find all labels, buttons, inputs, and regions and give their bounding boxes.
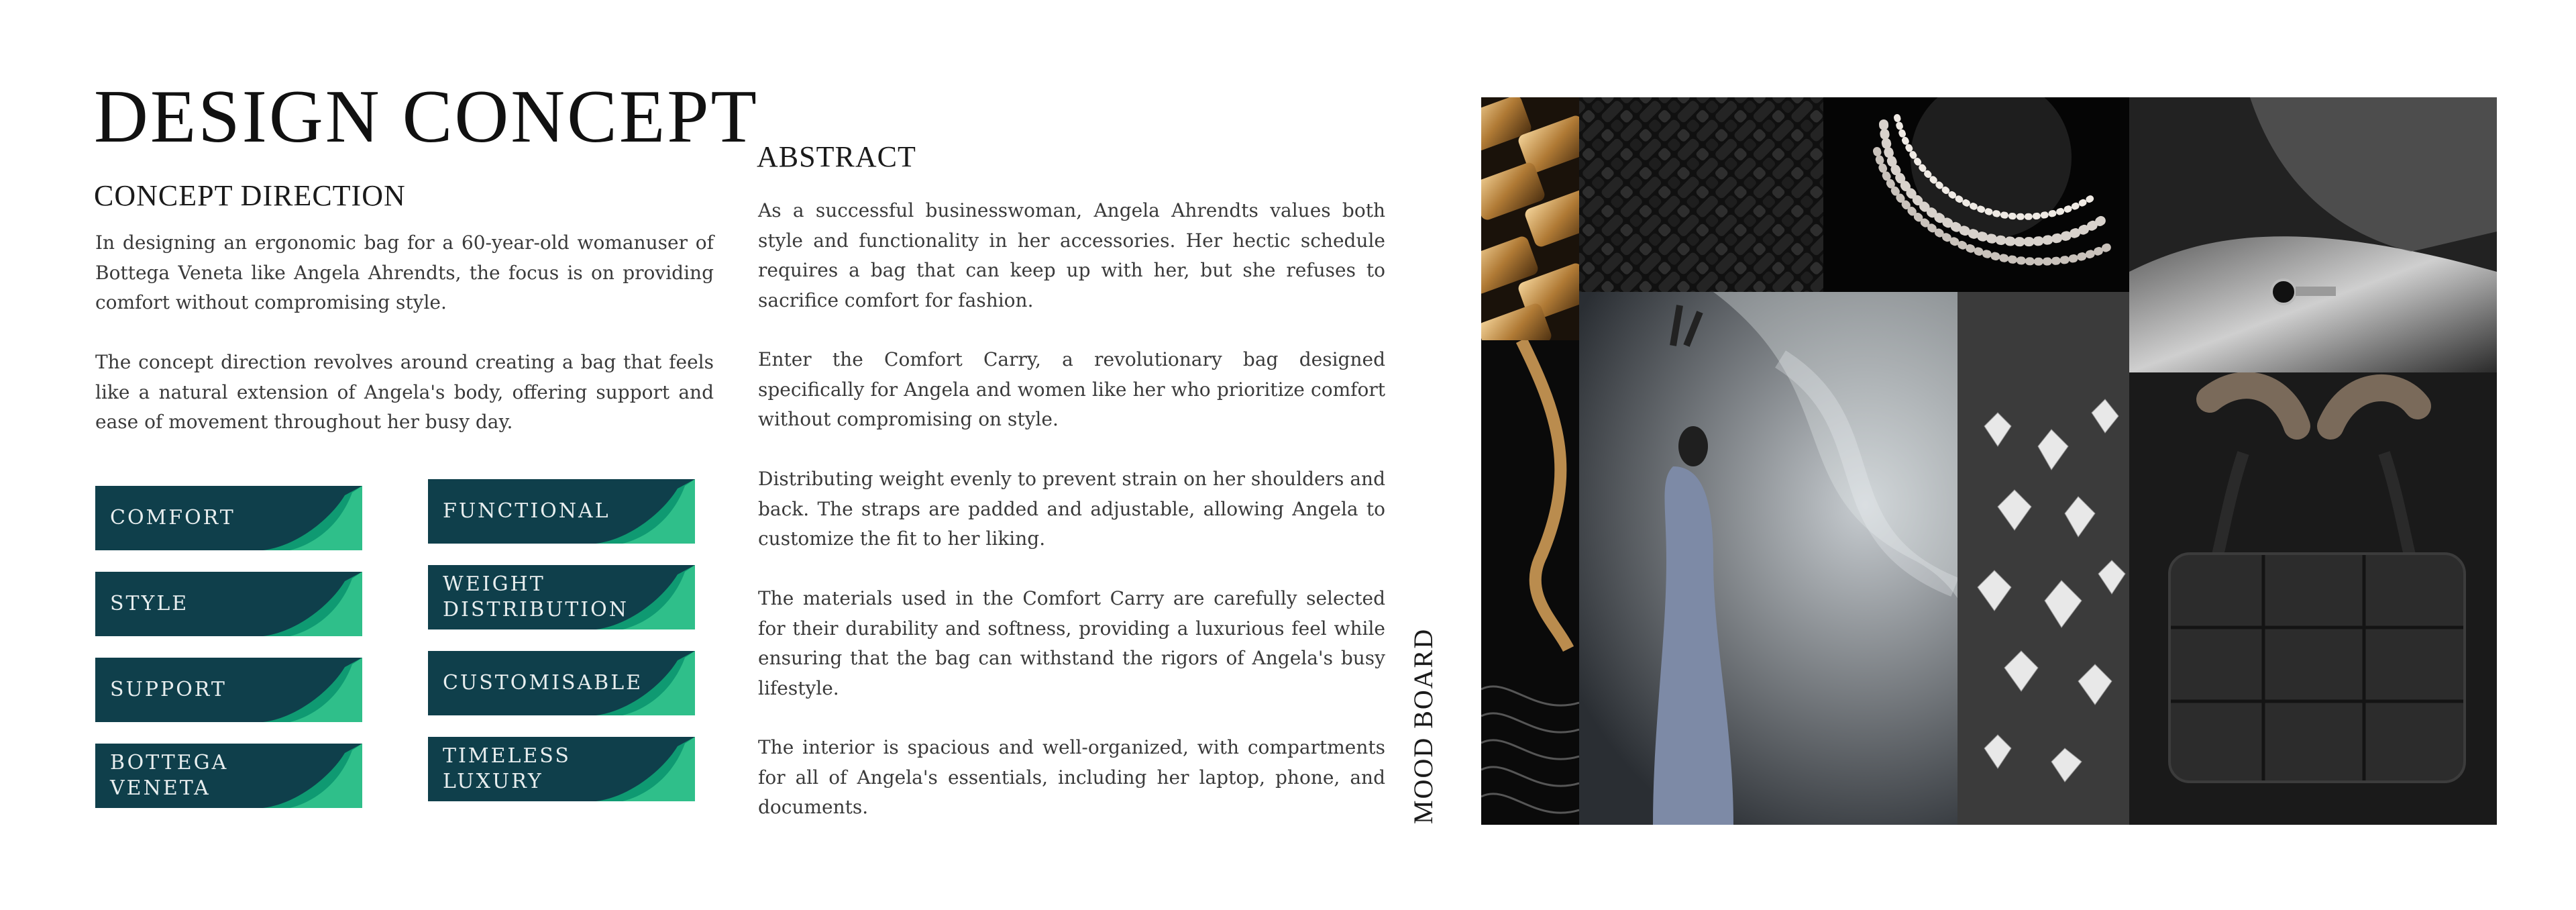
- tag-bottega-veneta: [95, 744, 362, 808]
- tag-timeless-luxury: [428, 737, 695, 801]
- tag-customisable: [428, 651, 695, 715]
- abstract-paragraph-3: Distributing weight evenly to prevent strain on her shoulders and back. The straps are padded and adjustable, allowing Angela to customize the fit to her liking.: [758, 468, 1385, 550]
- tag-support: [95, 658, 362, 722]
- pearl-necklace-image: [1823, 97, 2129, 292]
- tag-label: CUSTOMISABLE: [443, 671, 643, 695]
- tag-label: TIMELESS LUXURY: [443, 744, 571, 793]
- tag-label: SUPPORT: [110, 678, 227, 701]
- tag-label: COMFORT: [110, 506, 235, 529]
- tag-label: STYLE: [110, 592, 189, 615]
- mood-board-label: MOOD BOARD: [1408, 627, 1438, 824]
- tag-comfort: [95, 486, 362, 550]
- abstract-paragraph-4: The materials used in the Comfort Carry are carefully selected for their durability and softness, providing a luxurious feel while ensuring that the bag can withstand the rigors of Angela's busy lifestyle.: [758, 587, 1385, 699]
- concept-direction-paragraph-1: In designing an ergonomic bag for a 60-year-old womanuser of Bottega Veneta like Angela Ahrendts, the focus is on providing comfort without compromising style.: [95, 232, 714, 313]
- wrist-watch-image: [2129, 97, 2497, 372]
- diamonds-image: [1957, 292, 2129, 825]
- tag-functional: [428, 479, 695, 544]
- tag-label: WEIGHT DISTRIBUTION: [443, 572, 629, 621]
- tag-label: BOTTEGA VENETA: [110, 751, 229, 800]
- concept-direction-heading: CONCEPT DIRECTION: [94, 179, 406, 212]
- gold-chain-links-image: [1481, 97, 1579, 340]
- abstract-paragraph-1: As a successful businesswoman, Angela Ahrendts values both style and functionality in her accessories. Her hectic schedule requires a bag that can keep up with her, but she refuses to sacrifice comfort for fashion.: [758, 199, 1385, 311]
- design-concept-title: DESIGN CONCEPT: [94, 75, 759, 158]
- woven-leather-image: [1579, 97, 1823, 292]
- tag-weight-distribution: [428, 565, 695, 629]
- abstract-paragraph-2: Enter the Comfort Carry, a revolutionary bag designed specifically for Angela and women like her who prioritize comfort without compromising on style.: [758, 348, 1385, 430]
- tag-label: FUNCTIONAL: [443, 499, 610, 523]
- abstract-paragraph-5: The interior is spacious and well-organized, with compartments for all of Angela's essentials, including her laptop, phone, and documents.: [758, 736, 1385, 818]
- tag-style: [95, 572, 362, 636]
- gold-ribbon-image: [1481, 340, 1579, 825]
- intrecciato-tote-bag-image: [2129, 372, 2497, 825]
- abstract-heading: ABSTRACT: [757, 140, 916, 173]
- concept-direction-paragraph-2: The concept direction revolves around creating a bag that feels like a natural extension of Angela's body, offering support and ease of movement throughout her busy day.: [95, 351, 714, 433]
- mood-board: [1481, 97, 2497, 825]
